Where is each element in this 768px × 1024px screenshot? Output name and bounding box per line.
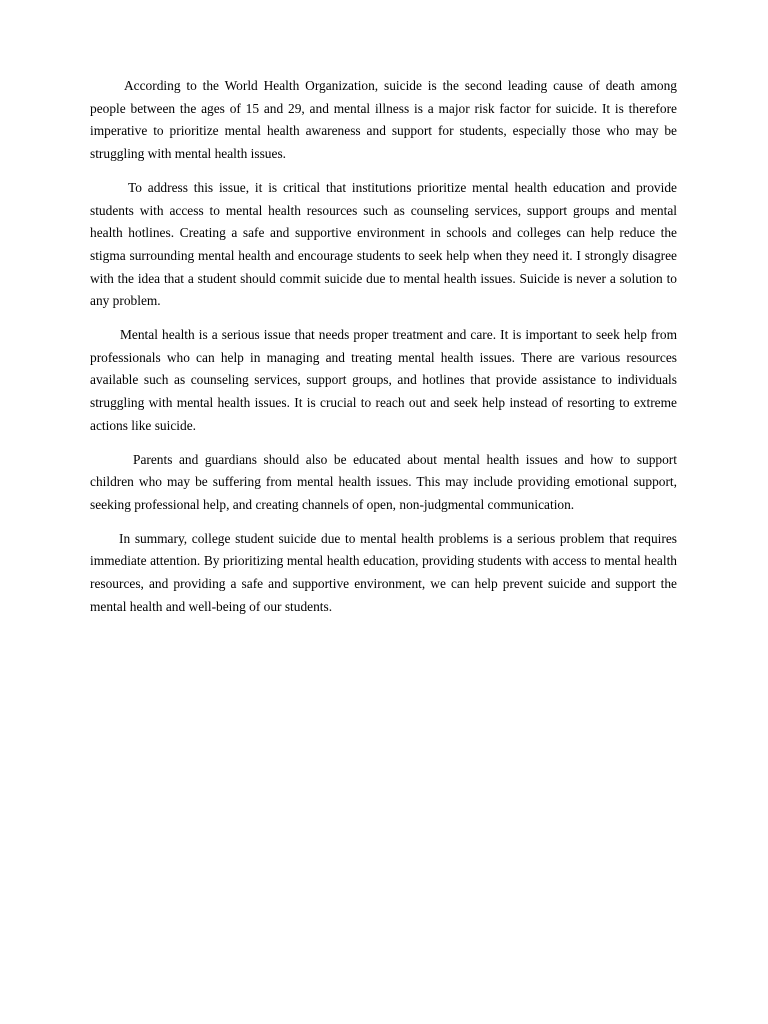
document-body xyxy=(90,75,677,629)
paragraph-1: According to the World Health Organization, suicide is the second leading cause of death among people between the ages of 15 and 29, and mental illness is a major risk factor for suicide. It is therefore imperative to prioritize mental health awareness and support for students, especially those who may be struggling with mental health issues. xyxy=(90,78,677,162)
paragraph-5: In summary, college student suicide due to mental health problems is a serious problem that requires immediate attention. By prioritizing mental health education, providing students with access to mental health resources, and providing a safe and supportive environment, we can help prevent suicide and support the mental health and well-being of our students. xyxy=(90,530,677,614)
paragraph-2: To address this issue, it is critical that institutions prioritize mental health education and provide students with access to mental health resources such as counseling services, support groups and mental health hotlines. Creating a safe and supportive environment in schools and colleges can help reduce the stigma surrounding mental health and encourage students to seek help when they need it. I strongly disagree with the idea that a student should commit suicide due to mental health issues. Suicide is never a solution to any problem. xyxy=(90,179,677,309)
paragraph-3: Mental health is a serious issue that needs proper treatment and care. It is important to seek help from professionals who can help in managing and treating mental health issues. There are various resources available such as counseling services, support groups, and hotlines that provide assistance to individuals struggling with mental health issues. It is crucial to reach out and seek help instead of resorting to extreme actions like suicide. xyxy=(90,327,677,433)
paragraph-4: Parents and guardians should also be educated about mental health issues and how to support children who may be suffering from mental health issues. This may include providing emotional support, seeking professional help, and creating channels of open, non-judgmental communication. xyxy=(90,451,677,512)
